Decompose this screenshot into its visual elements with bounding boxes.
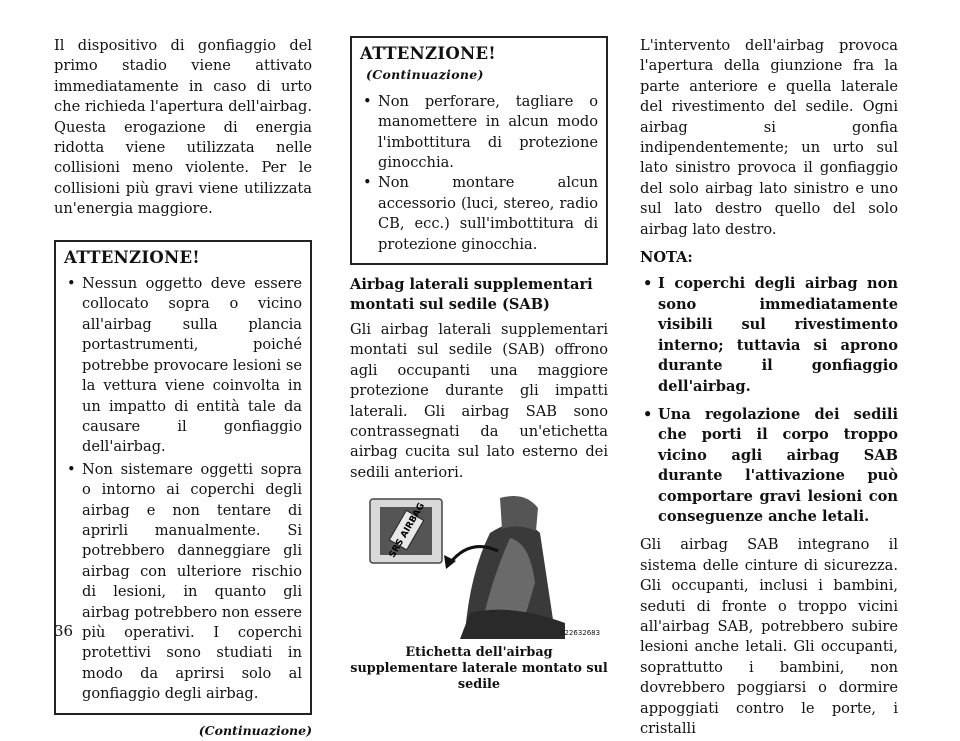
- paragraph: L'intervento dell'airbag provoca l'apertura della giunzione fra la parte anteriore e quella laterale del rivestimento del sedile. Ogni airbag si gonfia indipendentemente; un urto sul lato sinistro provoca il gonfiaggio del solo airbag lato sinistro e uno sul lato destro quello del solo airbag lato destro.: [640, 37, 898, 238]
- page-number: 36: [54, 622, 74, 640]
- note-item: • Una regolazione dei sedili che porti il corpo troppo vicino agli airbag SAB durante l'attivazione può comportare gravi lesioni con conseguenze anche letali.: [640, 405, 898, 527]
- warning-title: ATTENZIONE!(Continuazione): [360, 44, 496, 83]
- warning-item: • Non perforare, tagliare o manomettere in alcun modo l'imbottitura di protezione ginocchia.: [360, 92, 598, 174]
- warning-item: • Nessun oggetto deve essere collocato sopra o vicino all'airbag sulla plancia portastrumenti, poiché potrebbe provocare lesioni se la vettura viene coinvolta in un impatto di entità tale da causare il gonfiaggio dell'airbag.: [64, 274, 302, 458]
- column-left: [54, 36, 312, 741]
- note-label: NOTA:: [640, 249, 693, 267]
- warning-item: • Non montare alcun accessorio (luci, stereo, radio CB, ecc.) sull'imbottitura di protezione ginocchia.: [360, 173, 598, 255]
- figure-caption: Etichetta dell'airbag supplementare laterale montato sul sedile: [350, 645, 608, 693]
- seat-airbag-figure: [350, 493, 608, 639]
- intro-paragraph: Il dispositivo di gonfiaggio del primo stadio viene attivato immediatamente in caso di urto che richieda l'apertura dell'airbag. Questa erogazione di energia ridotta viene utilizzata nelle collisioni meno violente. Per le collisioni più gravi viene utilizzata un'energia maggiore.: [54, 37, 312, 218]
- note-list: [640, 274, 898, 527]
- paragraph: Gli airbag SAB integrano il sistema delle cinture di sicurezza. Gli occupanti, inclusi i bambini, seduti di fronte o troppo vicini all'airbag SAB, potrebbero subire lesioni anche letali. Gli occupanti, soprattutto i bambini, non dovrebbero poggiarsi o dormire appoggiati contro le porte, i cristalli: [640, 536, 898, 737]
- warning-box-continued: [350, 36, 608, 265]
- warning-continued: (Continuazione): [366, 67, 484, 83]
- section-paragraph: Gli airbag laterali supplementari montati sul sedile (SAB) offrono agli occupanti una maggiore protezione durante gli impatti laterali. Gli airbag SAB sono contrassegnati da un'etichetta airbag cucita sul lato esterno dei sedili anteriori.: [350, 320, 608, 481]
- figure-code: 022632683: [560, 629, 601, 638]
- warning-item: • Non sistemare oggetti sopra o intorno ai coperchi degli airbag e non tentare di aprirli manualmente. Si potrebbero danneggiare gli airbag con ulteriore rischio di lesioni, in quanto gli airbag potrebbero non essere più operativi. I coperchi protettivi sono studiati in modo da aprirsi solo al gonfiaggio degli airbag.: [64, 460, 302, 705]
- note-item: • I coperchi degli airbag non sono immediatamente visibili sul rivestimento interno; tuttavia si aprono durante il gonfiaggio dell'airbag.: [640, 274, 898, 396]
- warning-list: [360, 92, 598, 255]
- column-middle: [350, 36, 608, 693]
- srs-label-text: SRS AIRBAG: [387, 501, 428, 560]
- warning-title: ATTENZIONE!: [64, 247, 200, 267]
- warning-box: [54, 240, 312, 715]
- warning-list: [64, 274, 302, 705]
- seat-illustration: [350, 493, 608, 639]
- continued-note: (Continuazione): [198, 722, 312, 738]
- section-heading: Airbag laterali supplementari montati sul sedile (SAB): [350, 276, 593, 314]
- column-right: [640, 36, 898, 739]
